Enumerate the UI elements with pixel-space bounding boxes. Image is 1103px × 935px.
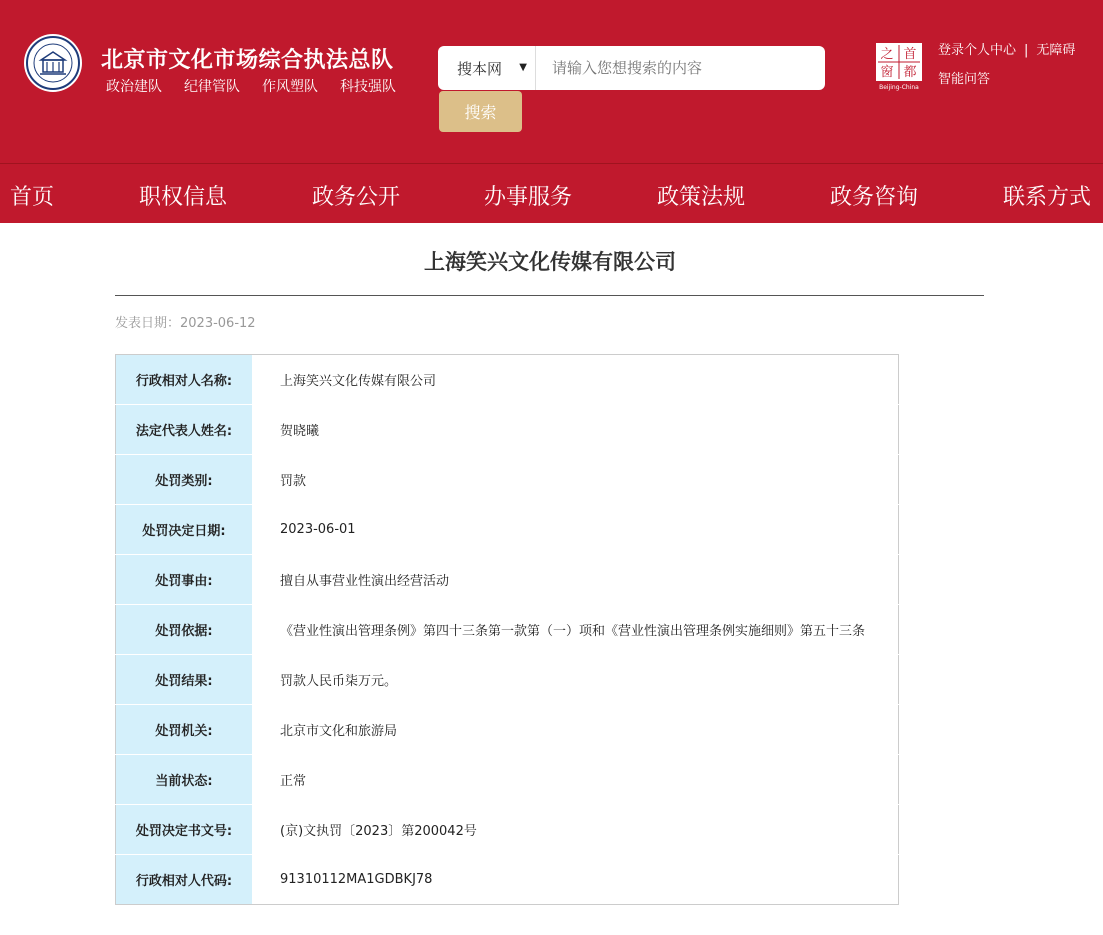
search-box [438,46,825,90]
slogan-item: 科技强队 [340,79,396,95]
table-row [116,605,899,655]
row-label: 当前状态: [116,755,253,805]
row-value: 罚款人民币柒万元。 [252,655,899,705]
nav-item-public-affairs[interactable]: 政务公开 [312,185,401,210]
slogan-list [106,76,418,96]
row-value: 《营业性演出管理条例》第四十三条第一款第（一）项和《营业性演出管理条例实施细则》第五十三条 [252,605,899,655]
nav-item-authority[interactable]: 职权信息 [139,185,228,210]
row-value: 贺晓曦 [252,405,899,455]
row-label: 处罚决定日期: [116,505,253,555]
user-links-row [938,39,1075,58]
row-value: 上海笑兴文化传媒有限公司 [252,355,899,405]
capital-logo-char: 窗 [880,65,894,80]
caret-down-icon: ▼ [519,62,527,73]
row-label: 行政相对人名称: [116,355,253,405]
accessibility-link[interactable]: 无障碍 [1036,43,1076,58]
penalty-info-table [115,354,899,905]
row-label: 处罚结果: [116,655,253,705]
table-row [116,755,899,805]
smart-qa-link[interactable]: 智能问答 [938,72,991,87]
capital-window-logo-icon[interactable] [874,41,924,91]
table-row [116,555,899,605]
site-header [0,0,1103,163]
capital-logo-caption: Beijing-China [879,84,919,91]
slogan-item: 纪律管队 [184,79,240,95]
search-button[interactable]: 搜索 [439,91,522,132]
row-label: 行政相对人代码: [116,855,253,905]
table-row [116,355,899,405]
nav-item-consulting[interactable]: 政务咨询 [830,185,919,210]
search-scope-label: 搜本网 [457,59,503,78]
row-label: 处罚事由: [116,555,253,605]
table-row [116,405,899,455]
table-row [116,855,899,905]
row-value: 擅自从事营业性演出经营活动 [252,555,899,605]
slogan-item: 作风塑队 [262,79,318,95]
link-separator: | [1024,43,1029,58]
article-title: 上海笑兴文化传媒有限公司 [424,250,676,274]
nav-item-services[interactable]: 办事服务 [484,185,573,210]
slogan-item: 政治建队 [106,79,162,95]
table-row [116,805,899,855]
search-scope-select[interactable] [438,46,536,90]
title-divider [115,295,984,296]
row-value: 2023-06-01 [252,505,899,555]
row-label: 法定代表人姓名: [116,405,253,455]
user-links [938,39,1075,87]
capital-logo-char: 首 [903,47,917,62]
row-value: 91310112MA1GDBKJ78 [252,855,899,905]
capital-logo-char: 都 [903,65,917,80]
row-value: 北京市文化和旅游局 [252,705,899,755]
row-value: 正常 [252,755,899,805]
table-row [116,705,899,755]
login-link[interactable]: 登录个人中心 [938,43,1017,58]
publish-date: 发表日期：2023-06-12 [115,316,256,331]
row-label: 处罚决定书文号: [116,805,253,855]
row-value: 罚款 [252,455,899,505]
search-input[interactable] [536,47,825,89]
nav-item-policies[interactable]: 政策法规 [657,185,746,210]
main-nav [0,163,1103,223]
row-label: 处罚依据: [116,605,253,655]
capital-logo-char: 之 [880,47,894,62]
user-links-row [938,68,1075,87]
table-row [116,505,899,555]
table-row [116,455,899,505]
table-row [116,655,899,705]
emblem-logo-icon[interactable] [23,33,83,93]
row-value: (京)文执罚〔2023〕第200042号 [252,805,899,855]
nav-item-home[interactable]: 首页 [10,185,55,210]
site-title[interactable]: 北京市文化市场综合执法总队 [101,48,394,73]
row-label: 处罚机关: [116,705,253,755]
nav-item-contact[interactable]: 联系方式 [1003,185,1092,210]
row-label: 处罚类别: [116,455,253,505]
